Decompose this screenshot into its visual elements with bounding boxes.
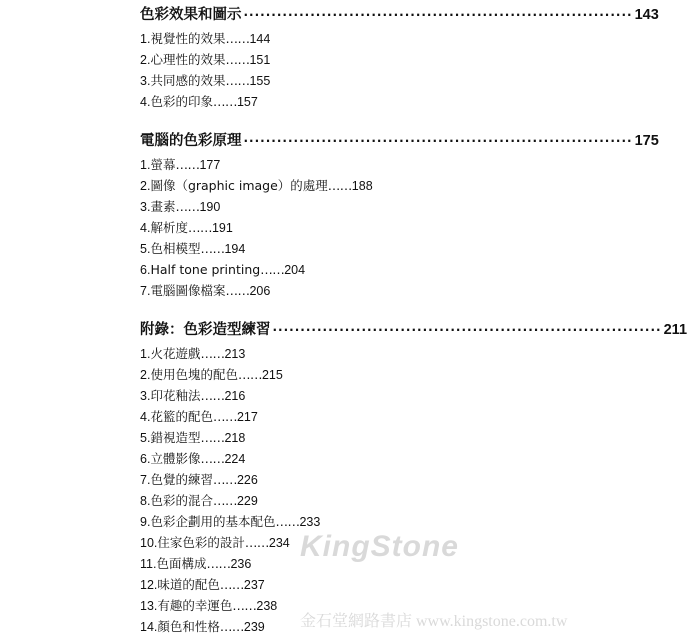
entry-label: 心理性的效果 [150,52,226,67]
entry-leader: …… [219,619,244,634]
entry-label: Half tone printing [150,262,261,277]
watermark-brand: KingStone [300,530,459,563]
toc-entry [140,259,490,280]
entry-number: 13. [140,599,158,613]
toc-entry [140,595,490,616]
entry-number: 6. [140,452,151,466]
entry-label: 共同感的效果 [150,73,226,88]
entry-page-number: 157 [236,95,258,109]
toc-entry [140,616,490,637]
entry-leader: …… [225,73,250,88]
entry-number: 4. [140,95,151,109]
entry-number: 12. [140,578,158,592]
toc-entry [140,406,490,427]
entry-page-number: 229 [236,494,258,508]
entry-page-number: 204 [284,263,306,277]
entry-leader: …… [200,430,225,445]
entry-leader: …… [200,241,225,256]
entry-label: 解析度 [150,220,188,235]
entry-page-number: 190 [199,200,221,214]
entry-label: 圖像（graphic image）的處理 [150,178,328,193]
toc-entry [140,49,490,70]
entry-label: 花籃的配色 [150,409,213,424]
entry-leader: …… [175,157,200,172]
toc-entry [140,280,490,301]
entry-page-number: 191 [211,221,233,235]
toc-entry [140,154,490,175]
entry-number: 14. [140,620,158,634]
entry-label: 色彩企劃用的基本配色 [150,514,276,529]
section-page-number: 211 [663,322,687,338]
entry-label: 色彩的印象 [150,94,213,109]
entry-page-number: 217 [236,410,258,424]
entry-number: 4. [140,410,151,424]
entry-page-number: 151 [249,53,271,67]
entry-leader: …… [212,409,237,424]
entry-label: 顏色和性格 [157,619,220,634]
toc-entry [140,70,490,91]
entry-label: 印花釉法 [150,388,201,403]
section-page-number: 143 [634,7,659,23]
entry-leader: …… [212,493,237,508]
entry-page-number: 236 [230,557,252,571]
entry-label: 立體影像 [150,451,201,466]
entry-page-number: 155 [249,74,271,88]
entry-number: 5. [140,431,151,445]
entry-label: 使用色塊的配色 [150,367,238,382]
entry-leader: …… [175,199,200,214]
toc-entry [140,175,490,196]
entry-page-number: 144 [249,32,271,46]
entry-page-number: 226 [236,473,258,487]
entry-page-number: 239 [243,620,265,634]
entry-number: 1. [140,158,151,172]
section-page-number: 175 [634,133,659,149]
entry-label: 色彩的混合 [150,493,213,508]
entry-label: 色相模型 [150,241,201,256]
entry-label: 住家色彩的設計 [157,535,245,550]
entry-page-number: 177 [199,158,221,172]
dot-leader: ······································································ [243,134,633,148]
toc-section [140,130,659,301]
toc-entry [140,343,490,364]
entry-leader: …… [200,346,225,361]
entry-label: 色面構成 [156,556,207,571]
section-title: 色彩效果和圖示 [140,7,242,23]
entry-number: 3. [140,74,151,88]
entry-leader: …… [275,514,300,529]
entry-number: 11. [140,557,157,571]
toc-entry [140,385,490,406]
entry-number: 7. [140,473,151,487]
entry-page-number: 233 [299,515,321,529]
section-title: 電腦的色彩原理 [140,133,242,149]
entry-number: 3. [140,389,151,403]
toc-section [140,319,687,637]
entry-page-number: 206 [249,284,271,298]
dot-leader: ······································································ [272,323,662,337]
entry-label: 畫素 [150,199,176,214]
entry-leader: …… [225,52,250,67]
entry-number: 9. [140,515,151,529]
toc-entry [140,511,490,532]
entry-leader: …… [232,598,257,613]
entry-leader: …… [225,283,250,298]
entry-number: 6. [140,263,151,277]
toc-entry [140,91,490,112]
entry-label: 味道的配色 [157,577,220,592]
entry-label: 電腦圖像檔案 [150,283,226,298]
toc-entry [140,427,490,448]
section-title: 附錄：色彩造型練習 [140,322,271,338]
entry-page-number: 218 [224,431,246,445]
entry-page-number: 216 [224,389,246,403]
entry-number: 1. [140,32,151,46]
toc-entry [140,532,490,553]
entry-leader: …… [237,367,262,382]
entry-number: 5. [140,242,151,256]
entry-page-number: 213 [224,347,246,361]
toc-entry [140,364,490,385]
entry-page-number: 224 [224,452,246,466]
toc-entry [140,217,490,238]
entry-number: 4. [140,221,151,235]
section-heading [140,4,659,26]
entry-leader: …… [206,556,231,571]
entry-label: 視覺性的效果 [150,31,226,46]
entry-number: 10. [140,536,158,550]
toc-section [140,4,659,112]
entry-number: 3. [140,200,151,214]
entry-label: 有趣的幸運色 [157,598,233,613]
entry-page-number: 237 [243,578,265,592]
entry-leader: …… [187,220,212,235]
entry-leader: …… [200,451,225,466]
toc-entry [140,574,490,595]
toc-entry [140,238,490,259]
entry-number: 1. [140,347,151,361]
entry-page-number: 234 [268,536,290,550]
toc-entry [140,196,490,217]
entry-leader: …… [260,262,285,277]
entry-number: 2. [140,53,151,67]
toc-entry [140,490,490,511]
entry-page-number: 194 [224,242,246,256]
entry-leader: …… [212,472,237,487]
entry-label: 火花遊戲 [150,346,201,361]
toc-entry [140,448,490,469]
entry-number: 2. [140,179,151,193]
entry-label: 色覺的練習 [150,472,213,487]
section-heading [140,319,687,341]
entry-number: 8. [140,494,151,508]
entry-leader: …… [219,577,244,592]
entry-leader: …… [327,178,352,193]
entry-page-number: 188 [351,179,373,193]
entry-leader: …… [244,535,269,550]
entry-number: 7. [140,284,151,298]
entry-page-number: 215 [261,368,283,382]
section-heading [140,130,659,152]
entry-leader: …… [225,31,250,46]
entry-page-number: 238 [256,599,278,613]
toc-entry [140,553,490,574]
entry-leader: …… [212,94,237,109]
dot-leader: ······································································ [243,8,633,22]
entry-number: 2. [140,368,151,382]
toc-entry [140,469,490,490]
entry-label: 錯視造型 [150,430,201,445]
entry-leader: …… [200,388,225,403]
watermark-subtitle: 金石堂網路書店 www.kingstone.com.tw [300,613,568,630]
toc-entry [140,28,490,49]
entry-label: 螢幕 [150,157,176,172]
